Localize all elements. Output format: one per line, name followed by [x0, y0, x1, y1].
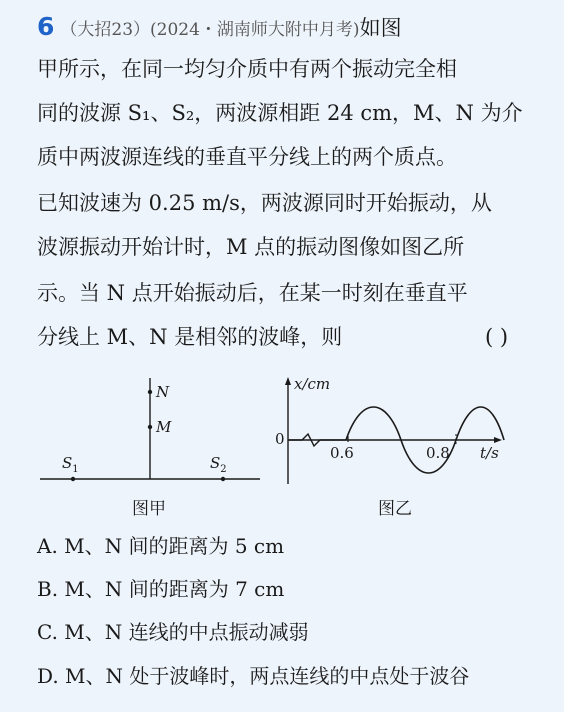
question-line-5: 已知波速为 0.25 m/s，两波源同时开始振动，从	[37, 191, 492, 215]
x-axis-label: t/s	[480, 444, 499, 462]
question-line-8	[37, 322, 537, 352]
caption-figure-a: 图甲	[132, 499, 166, 519]
label-m: M	[156, 418, 172, 436]
question-line-6: 波源振动开始计时，M 点的振动图像如图乙所	[37, 235, 465, 259]
point-s2	[221, 477, 225, 481]
question-text-1: 如图	[359, 16, 402, 40]
origin-label: 0	[275, 430, 285, 448]
option-d[interactable]: D. M、N 处于波峰时，两点连线的中点处于波谷	[37, 664, 470, 688]
tick-label-0-8: 0.8	[426, 444, 450, 462]
label-s2: $S_2$	[210, 454, 227, 475]
question-line-1	[37, 12, 537, 45]
y-axis-arrow	[285, 377, 291, 385]
question-line-2: 甲所示，在同一均匀介质中有两个振动完全相	[37, 57, 457, 81]
option-b[interactable]: B. M、N 间的距离为 7 cm	[37, 577, 285, 601]
point-m	[148, 425, 152, 429]
question-line-7: 示。当 N 点开始振动后，在某一时刻在垂直平	[37, 281, 468, 305]
figure-b	[266, 376, 516, 488]
x-axis-arrow	[494, 437, 502, 443]
question-number: 6	[37, 12, 55, 41]
label-n: N	[156, 383, 170, 401]
answer-parentheses: ( )	[485, 325, 509, 349]
point-n	[148, 390, 152, 394]
caption-figure-b: 图乙	[378, 499, 412, 519]
figure-a	[30, 372, 270, 492]
question-text-8: 分线上 M、N 是相邻的波峰，则	[37, 325, 343, 349]
label-s1: $S_1$	[62, 454, 79, 475]
point-s1	[71, 477, 75, 481]
option-c[interactable]: C. M、N 连线的中点振动减弱	[37, 620, 309, 644]
question-line-3: 同的波源 S₁、S₂，两波源相距 24 cm，M、N 为介	[37, 101, 523, 125]
option-a[interactable]: A. M、N 间的距离为 5 cm	[37, 534, 285, 558]
question-source: （大招23）(2024・湖南师大附中月考)	[60, 20, 360, 40]
tick-label-0-6: 0.6	[330, 444, 354, 462]
y-axis-label: x/cm	[294, 375, 331, 393]
question-line-4: 质中两波源连线的垂直平分线上的两个质点。	[37, 145, 457, 169]
